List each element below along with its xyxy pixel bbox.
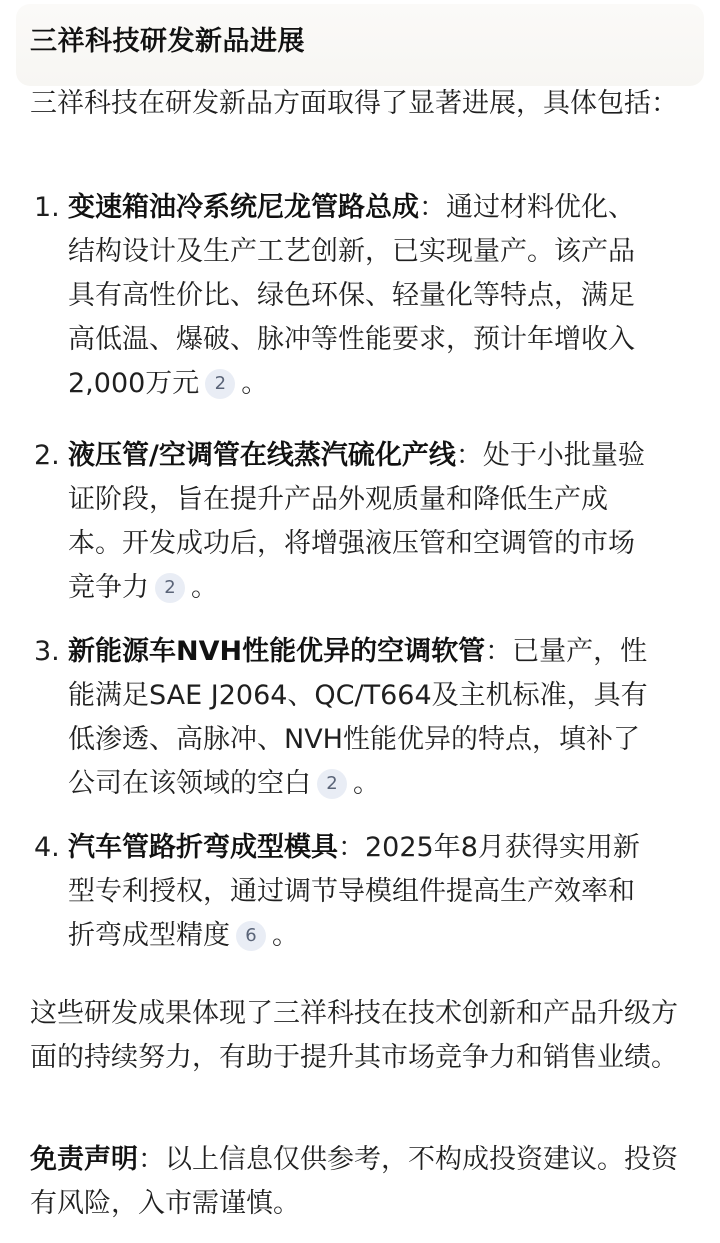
list-item-heading: 汽车管路折弯成型模具 xyxy=(68,832,338,863)
list-item-end: 。 xyxy=(353,768,380,799)
list-item-heading: 液压管/空调管在线蒸汽硫化产线 xyxy=(68,440,456,471)
citation-badge[interactable]: 2 xyxy=(205,369,235,399)
list-item-text xyxy=(68,826,658,958)
list-item-end: 。 xyxy=(241,368,269,399)
list-item-separator: ： xyxy=(338,832,365,863)
list-item-body: 处于小批量验证阶段，旨在提升产品外观质量和降低生产成本。开发成功后，将增强液压管和空调管的市场竞争力 xyxy=(68,440,645,603)
list-item-heading: 变速箱油冷系统尼龙管路总成 xyxy=(68,192,419,223)
summary-paragraph: 这些研发成果体现了三祥科技在技术创新和产品升级方面的持续努力，有助于提升其市场竞争力和销售业绩。 xyxy=(30,998,678,1073)
list-item-text xyxy=(68,434,658,610)
list-item-end: 。 xyxy=(272,920,299,951)
list-item-body: 通过材料优化、结构设计及生产工艺创新，已实现量产。该产品具有高性价比、绿色环保、轻量化等特点，满足高低温、爆破、脉冲等性能要求，预计年增收入2,000万元 xyxy=(68,192,635,399)
list-item-number: 1. xyxy=(34,192,60,223)
citation-badge[interactable]: 6 xyxy=(236,921,266,951)
list-item-heading: 新能源车NVH性能优异的空调软管 xyxy=(68,636,486,667)
list-item-text xyxy=(68,630,658,806)
disclaimer-label: 免责声明 xyxy=(30,1144,138,1175)
citation-badge[interactable]: 2 xyxy=(155,573,185,603)
disclaimer-separator: ： xyxy=(138,1144,165,1175)
list-item-number: 2. xyxy=(34,440,60,471)
disclaimer xyxy=(30,1138,690,1226)
list-item-number: 3. xyxy=(34,636,60,667)
intro-paragraph: 三祥科技在研发新品方面取得了显著进展，具体包括： xyxy=(30,88,678,119)
list-item-separator: ： xyxy=(419,192,446,223)
list-item-separator: ： xyxy=(485,636,513,667)
list-item-end: 。 xyxy=(191,572,218,603)
disclaimer-text: 以上信息仅供参考，不构成投资建议。投资有风险，入市需谨慎。 xyxy=(30,1144,678,1219)
page-title: 三祥科技研发新品进展 xyxy=(30,26,305,57)
list-item-text xyxy=(68,186,658,406)
list-item-number: 4. xyxy=(34,832,60,863)
list-item-body: 已量产，性能满足SAE J2064、QC/T664及主机标准，具有低渗透、高脉冲、NVH性能优异的特点，填补了公司在该领域的空白 xyxy=(68,636,648,799)
list-item-body: 2025年8月获得实用新型专利授权，通过调节导模组件提高生产效率和折弯成型精度 xyxy=(68,832,640,951)
citation-badge[interactable]: 2 xyxy=(317,769,347,799)
list-item-separator: ： xyxy=(455,440,483,471)
